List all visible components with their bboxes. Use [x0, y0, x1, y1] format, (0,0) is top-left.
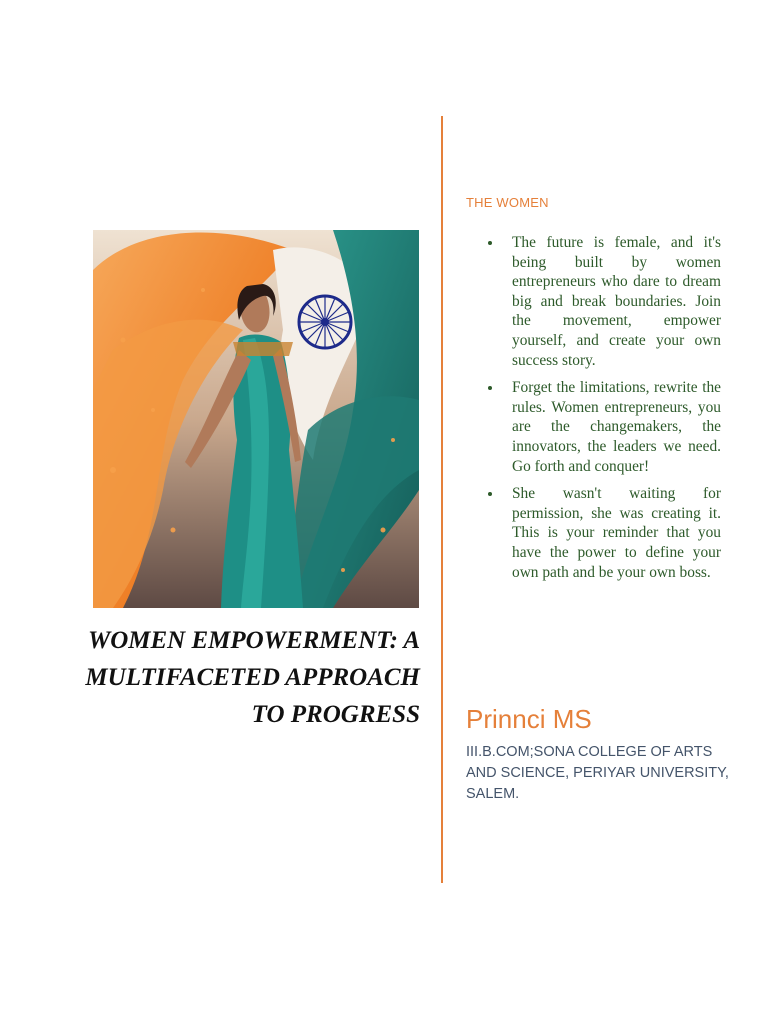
bullet-icon: [488, 492, 492, 496]
section-heading: THE WOMEN: [466, 195, 549, 210]
vertical-divider: [441, 116, 443, 883]
bullet-icon: [488, 386, 492, 390]
list-item: [486, 484, 721, 582]
bullet-icon: [488, 241, 492, 245]
author-affiliation: III.B.COM;SONA COLLEGE OF ARTS AND SCIENCE, PERIYAR UNIVERSITY, SALEM.: [466, 744, 729, 802]
list-item: [486, 378, 721, 476]
list-item: [486, 233, 721, 370]
flag-woman-illustration: [93, 230, 419, 608]
ashoka-chakra-icon: [299, 296, 351, 348]
cover-image: [93, 230, 419, 608]
bullet-text: Forget the limitations, rewrite the rules. Women entrepreneurs, you are the changemakers, the innovators, the leaders we need. Go forth and conquer!: [512, 379, 721, 475]
page-title: WOMEN EMPOWERMENT: A MULTIFACETED APPROACH TO PROGRESS: [85, 627, 420, 728]
bullet-list: [486, 233, 721, 590]
author-name: Prinnci MS: [466, 704, 592, 734]
bullet-text: The future is female, and it's being built by women entrepreneurs who dare to dream big and break boundaries. Join the movement, empower yourself, and create your own success story.: [512, 234, 721, 369]
bullet-text: She wasn't waiting for permission, she was creating it. This is your reminder that you have the power to define your own path and be your own boss.: [512, 485, 721, 581]
